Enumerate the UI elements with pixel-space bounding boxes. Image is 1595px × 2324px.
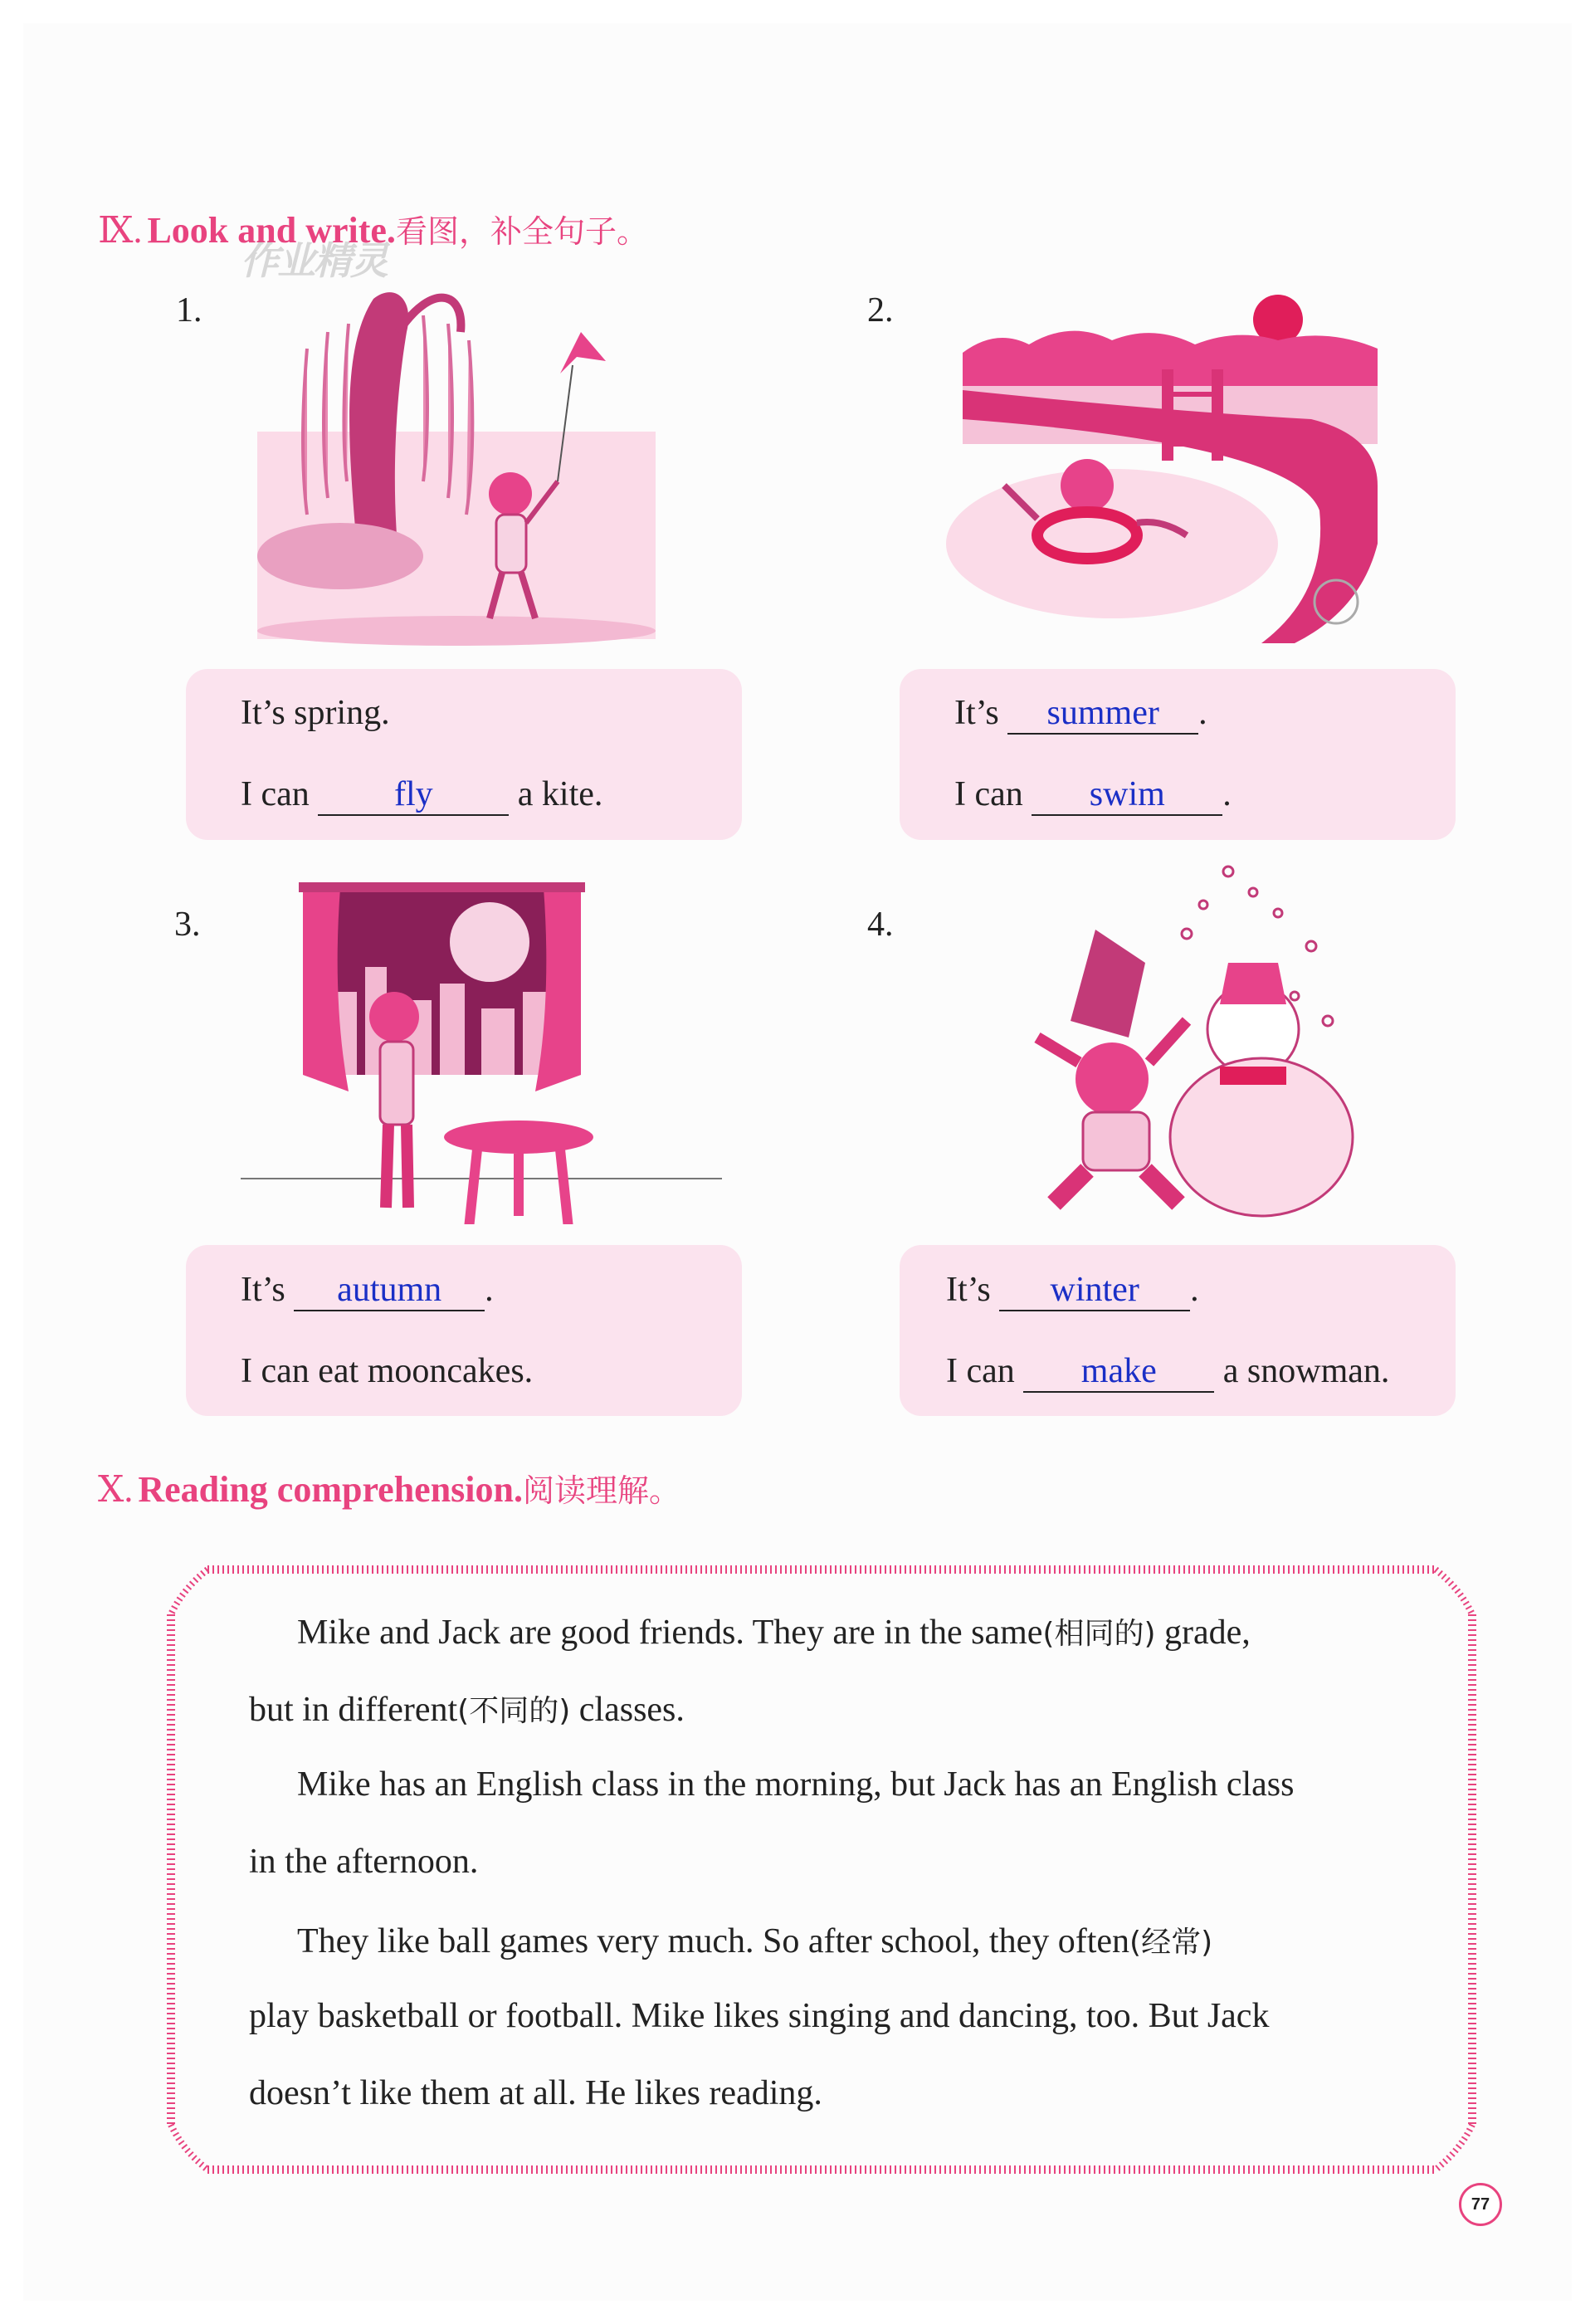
item-2-line-1-prefix: It’s bbox=[954, 694, 999, 732]
item-4-line-1-suffix: . bbox=[1190, 1271, 1199, 1309]
item-3-answer: autumn bbox=[294, 1270, 485, 1311]
reading-line-2 bbox=[249, 1687, 685, 1730]
item-3-line-1 bbox=[241, 1270, 494, 1311]
reading-line-2-end: classes. bbox=[570, 1691, 685, 1729]
item-1-answer: fly bbox=[318, 774, 509, 816]
reading-line-6-text: play basketball or football. Mike likes singing and dancing, too. But Jack bbox=[249, 1997, 1270, 2035]
reading-gloss-same: (相同的) bbox=[1042, 1617, 1156, 1651]
item-3-line-1-prefix: It’s bbox=[241, 1271, 285, 1309]
section-10-title-en: Reading comprehension. bbox=[138, 1469, 524, 1510]
spring-kite-illustration bbox=[249, 282, 664, 647]
winter-snowman-illustration bbox=[979, 855, 1394, 1228]
item-4-line-1-prefix: It’s bbox=[946, 1271, 991, 1309]
page-number: 77 bbox=[1459, 2183, 1502, 2226]
reading-line-4 bbox=[249, 1842, 478, 1882]
reading-gloss-often: (经常) bbox=[1129, 1926, 1213, 1960]
reading-line-3-text: Mike has an English class in the morning, but Jack has an English class bbox=[297, 1765, 1295, 1804]
reading-line-1-text: Mike and Jack are good friends. They are in the same bbox=[297, 1614, 1043, 1652]
item-2-line-2-suffix: . bbox=[1222, 775, 1232, 813]
section-9-number: Ⅸ. bbox=[98, 210, 143, 251]
item-3-number: 3. bbox=[174, 906, 201, 944]
item-2-line-2-prefix: I can bbox=[954, 775, 1023, 813]
item-2-line-2 bbox=[954, 774, 1232, 816]
item-4-line-2 bbox=[946, 1351, 1389, 1393]
reading-gloss-different: (不同的) bbox=[457, 1694, 571, 1728]
item-2-answer-1: summer bbox=[1007, 693, 1198, 735]
item-1-line-1: It’s spring. bbox=[241, 694, 390, 732]
item-1-line-2 bbox=[241, 774, 602, 816]
section-9-title-cn: 看图，补全句子。 bbox=[395, 213, 648, 250]
item-1-number: 1. bbox=[176, 291, 202, 330]
autumn-window-illustration bbox=[232, 876, 730, 1224]
item-4-number: 4. bbox=[867, 906, 894, 944]
item-2-number: 2. bbox=[867, 291, 894, 330]
item-2-answer-2: swim bbox=[1032, 774, 1222, 816]
summer-swim-illustration bbox=[946, 295, 1411, 652]
reading-line-6 bbox=[249, 1996, 1269, 2036]
reading-line-4-text: in the afternoon. bbox=[249, 1843, 479, 1881]
item-4-answer-2: make bbox=[1023, 1351, 1214, 1393]
section-10-number: Ⅹ. bbox=[98, 1469, 134, 1510]
item-4-line-2-prefix: I can bbox=[946, 1352, 1015, 1390]
item-4-answer-1: winter bbox=[999, 1270, 1190, 1311]
reading-line-5-text: They like ball games very much. So after school, they often bbox=[297, 1922, 1130, 1960]
item-2-line-1 bbox=[954, 693, 1207, 735]
item-3-line-2: I can eat mooncakes. bbox=[241, 1352, 534, 1390]
section-10-title-cn: 阅读理解。 bbox=[523, 1472, 681, 1509]
section-10-title bbox=[98, 1465, 680, 1511]
item-1-line-2-suffix: a kite. bbox=[517, 775, 603, 813]
reading-line-5 bbox=[297, 1919, 1212, 1961]
item-2-line-1-suffix: . bbox=[1198, 694, 1207, 732]
item-1-line-2-prefix: I can bbox=[241, 775, 310, 813]
item-4-line-2-suffix: a snowman. bbox=[1222, 1352, 1390, 1390]
reading-line-7-text: doesn’t like them at all. He likes reading. bbox=[249, 2074, 822, 2112]
reading-line-7 bbox=[249, 2073, 822, 2113]
watermark: 作业精灵 bbox=[241, 238, 387, 283]
item-4-line-1 bbox=[946, 1270, 1199, 1311]
reading-line-1-end: grade, bbox=[1155, 1614, 1251, 1652]
reading-line-1 bbox=[297, 1610, 1251, 1653]
reading-line-2-text: but in different bbox=[249, 1691, 458, 1729]
section-9-title-en: Look and write. bbox=[147, 210, 396, 251]
reading-line-3 bbox=[297, 1765, 1294, 1804]
item-3-line-1-suffix: . bbox=[485, 1271, 494, 1309]
